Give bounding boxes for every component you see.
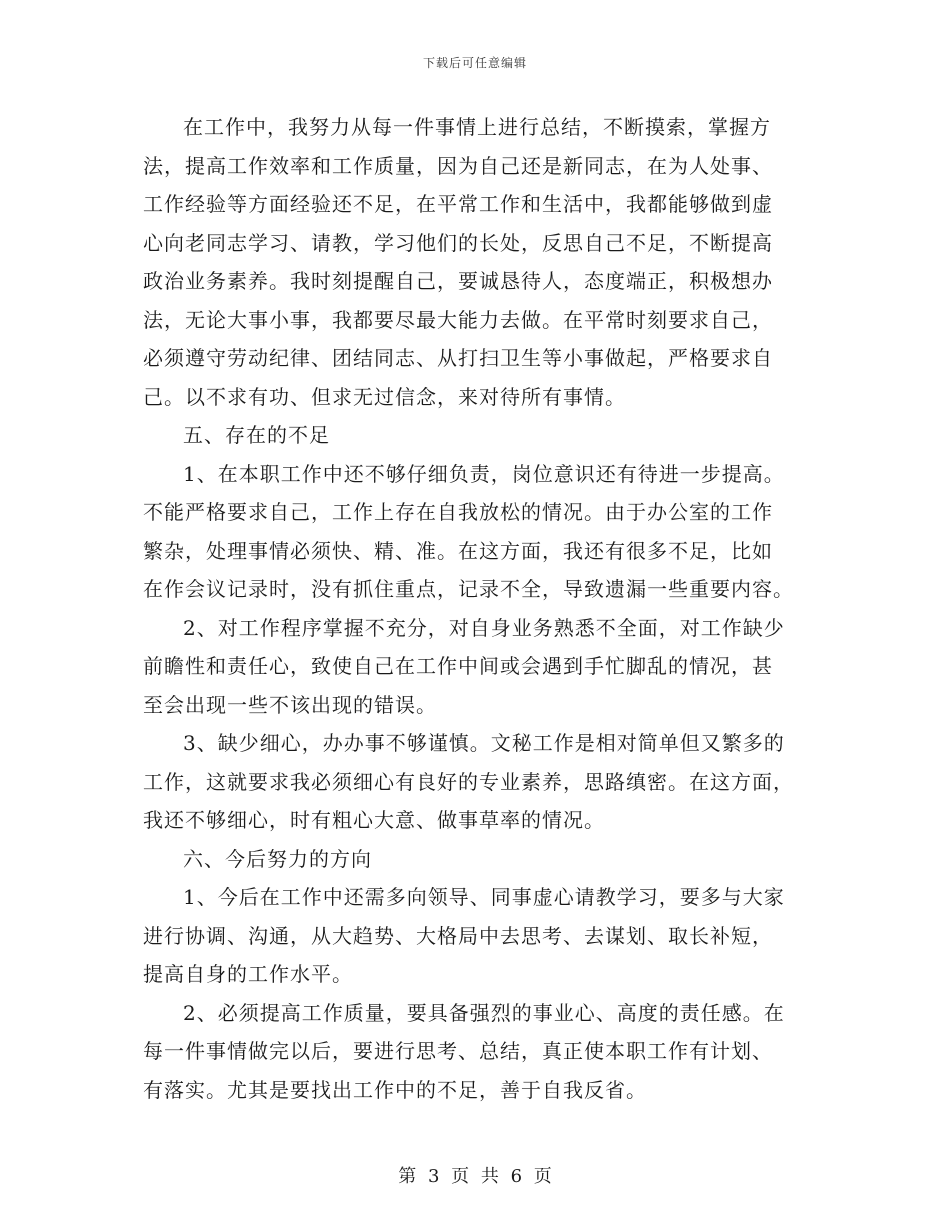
- page-number: 第 3 页 共 6 页: [398, 1166, 552, 1187]
- paragraph-shortcoming-1: 1、在本职工作中还不够仔细负责，岗位意识还有待进一步提高。 不能严格要求自己，工作上存在自我放松的情况。由于办公室的工作 繁杂，处理事情必须快、精、准。在这方面，我还有很多不足，比如 在作会议记录时，没有抓住重点，记录不全，导致遗漏一些重要内容。: [143, 461, 794, 601]
- paragraph-shortcoming-3: 3、缺少细心，办办事不够谨慎。文秘工作是相对简单但又繁多的 工作，这就要求我必须细心有良好的专业素养，思路缜密。在这方面， 我还不够细心，时有粗心大意、做事草率的情况。: [143, 731, 794, 832]
- paragraph-direction-2: 2、必须提高工作质量，要具备强烈的事业心、高度的责任感。在 每一件事情做完以后，要进行思考、总结，真正使本职工作有计划、 有落实。尤其是要找出工作中的不足，善于自我反省。: [143, 1000, 785, 1102]
- section-heading-shortcomings: 五、存在的不足: [183, 423, 330, 447]
- paragraph-shortcoming-2: 2、对工作程序掌握不充分，对自身业务熟悉不全面，对工作缺少 前瞻性和责任心，致使自己在工作中间或会遇到手忙脚乱的情况，甚 至会出现一些不该出现的错误。: [143, 615, 785, 717]
- section-heading-future-direction: 六、今后努力的方向: [183, 846, 372, 871]
- header-note: 下载后可任意编辑: [422, 56, 527, 70]
- paragraph-work-summary: 在工作中，我努力从每一件事情上进行总结，不断摸索，掌握方 法，提高工作效率和工作质量，因为自己还是新同志，在为人处事、 工作经验等方面经验还不足，在平常工作和生活中，我都能够做到虚 心向老同志学习、请教，学习他们的长处，反思自己不足，不断提高 政治业务素养。我时刻提醒自己，要诚恳待人，态度端正，积极想办 法，无论大事小事，我都要尽最大能力去做。在平常时刻要求自己， 必须遵守劳动纪律、团结同志、从打扫卫生等小事做起，严格要求自 己。以不求有功、但求无过信念，来对待所有事情。: [143, 115, 773, 409]
- document-body: [143, 108, 813, 1109]
- paragraph-direction-1: 1、今后在工作中还需多向领导、同事虚心请教学习，要多与大家 进行协调、沟通，从大趋势、大格局中去思考、去谋划、取长补短， 提高自身的工作水平。: [143, 885, 785, 986]
